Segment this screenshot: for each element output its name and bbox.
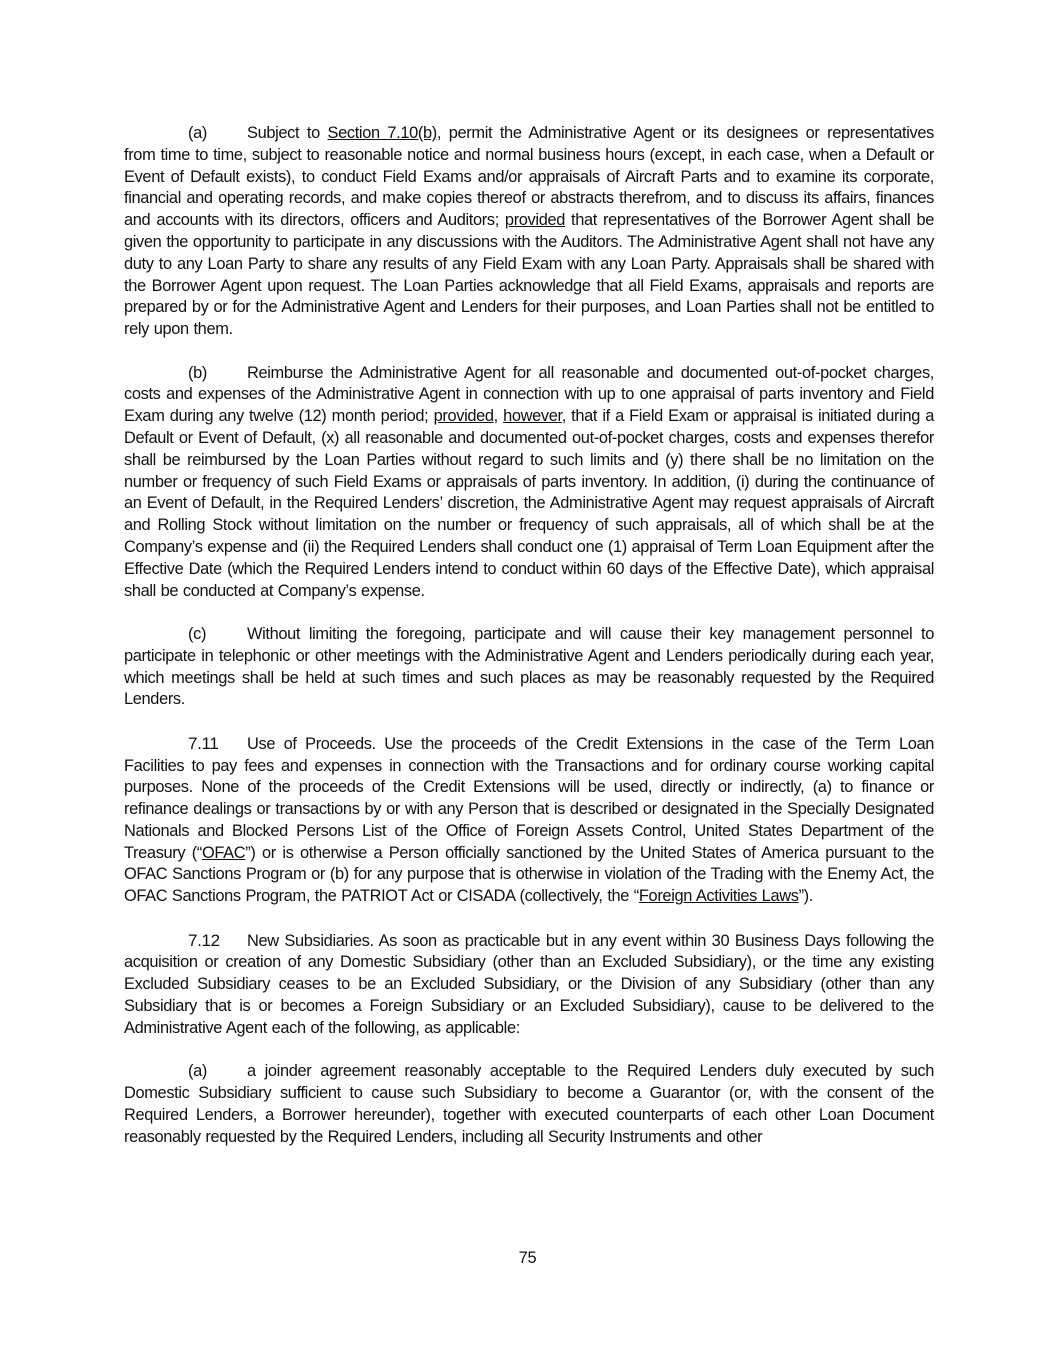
clause-label: (a) — [188, 124, 207, 142]
foreign-activities-laws-term: Foreign Activities Laws — [638, 887, 799, 906]
paragraph-a-joinder-agreement: (a) a joinder agreement reasonably acceptable to the Required Lenders duly executed by such Domestic Subsidiary sufficient to cause such Subsidiary to become a Guarantor (or, with the consent of the Required Lenders, a Borrower hereunder), together with executed counterparts of each other Loan Document reasonably requested by the Required Lenders, including all Security Instruments and other — [124, 1062, 934, 1146]
ofac-term: OFAC — [202, 843, 246, 862]
section-number: 7.12 — [188, 930, 220, 950]
section-7-11-use-of-proceeds: 7.11 Use of Proceeds. Use the proceeds of the Credit Extensions in the case of the Term Loan Facilities to pay fees and expenses in connection with the Transactions and for ordinary course working capital purposes. None of the proceeds of the Credit Extensions will be used, directly or indirectly, (a) to finance or refinance dealings or transactions by or with any Person that is described or designated in the Specially Designated Nationals and Blocked Persons List of the Office of Foreign Assets Control, United States Department of the Treasury (“OFAC”) or is otherwise a Person officially sanctioned by the United States of America pursuant to the OFAC Sanctions Program or (b) for any purpose that is otherwise in violation of the Trading with the Enemy Act, the OFAC Sanctions Program, the PATRIOT Act or CISADA (collectively, the “Foreign Activities Laws”). — [124, 733, 935, 906]
however-term: however — [503, 407, 562, 426]
section-number: 7.11 — [188, 733, 219, 753]
section-reference: Section 7.10(b) — [327, 124, 437, 142]
section-7-12-new-subsidiaries: 7.12 New Subsidiaries. As soon as practicable but in any event within 30 Business Days following the acquisition or creation of any Domestic Subsidiary (other than an Excluded Subsidiary), or the time any existing Excluded Subsidiary ceases to be an Excluded Subsidiary, or the Division of any Subsidiary (other than any Subsidiary that is or becomes a Foreign Subsidiary or an Excluded Subsidiary), cause to be delivered to the Administrative Agent each of the following, as applicable: — [124, 930, 934, 1037]
section-heading: New Subsidiaries. — [247, 931, 374, 950]
section-heading: Use of Proceeds. — [247, 734, 376, 753]
clause-label: (c) — [188, 624, 207, 643]
provided-term: provided — [504, 211, 565, 230]
provided-term: provided — [433, 407, 494, 426]
page-number: 75 — [518, 1249, 537, 1267]
paragraph-c-meetings: (c) Without limiting the foregoing, participate and will cause their key management personnel to participate in telephonic or other meetings with the Administrative Agent and Lenders periodically during each year, which meetings shall be held at such times and such places as may be reasonably requested by the Required Lenders. — [124, 624, 934, 709]
clause-label: (a) — [188, 1062, 207, 1081]
paragraph-a-field-exams: (a) Subject to Section 7.10(b), permit the Administrative Agent or its designees or representatives from time to time, subject to reasonable notice and normal business hours (except, in each case, when a Default or Event of Default exists), to conduct Field Exams and/or appraisals of Aircraft Parts and to examine its corporate, financial and operating records, and make copies thereof or abstracts therefrom, and to discuss its affairs, finances and accounts with its directors, officers and Auditors; provided that representatives of the Borrower Agent shall be given the opportunity to participate in any discussions with the Auditors. The Administrative Agent shall not have any duty to any Loan Party to share any results of any Field Exam with any Loan Party. Appraisals shall be shared with the Borrower Agent upon request. The Loan Parties acknowledge that all Field Exams, appraisals and reports are prepared by or for the Administrative Agent and Lenders for their purposes, and Loan Parties shall not be entitled to rely upon them. — [124, 124, 934, 339]
paragraph-b-reimburse: (b) Reimburse the Administrative Agent for all reasonable and documented out-of-pocket charges, costs and expenses of the Administrative Agent in connection with up to one appraisal of parts inventory and Field Exam during any twelve (12) month period; provided, however, that if a Field Exam or appraisal is initiated during a Default or Event of Default, (x) all reasonable and documented out-of-pocket charges, costs and expenses therefor shall be reimbursed by the Loan Parties without regard to such limits and (y) there shall be no limitation on the number or frequency of such Field Exams or appraisals of parts inventory. In addition, (i) during the continuance of an Event of Default, in the Required Lenders’ discretion, the Administrative Agent may request appraisals of Aircraft and Rolling Stock without limitation on the number or frequency of such appraisals, all of which shall be at the Company’s expense and (ii) the Required Lenders shall conduct one (1) appraisal of Term Loan Equipment after the Effective Date (which the Required Lenders intend to conduct within 60 days of the Effective Date), which appraisal shall be conducted at Company’s expense. — [124, 363, 934, 600]
clause-label: (b) — [188, 363, 207, 382]
document-page — [124, 123, 934, 1170]
